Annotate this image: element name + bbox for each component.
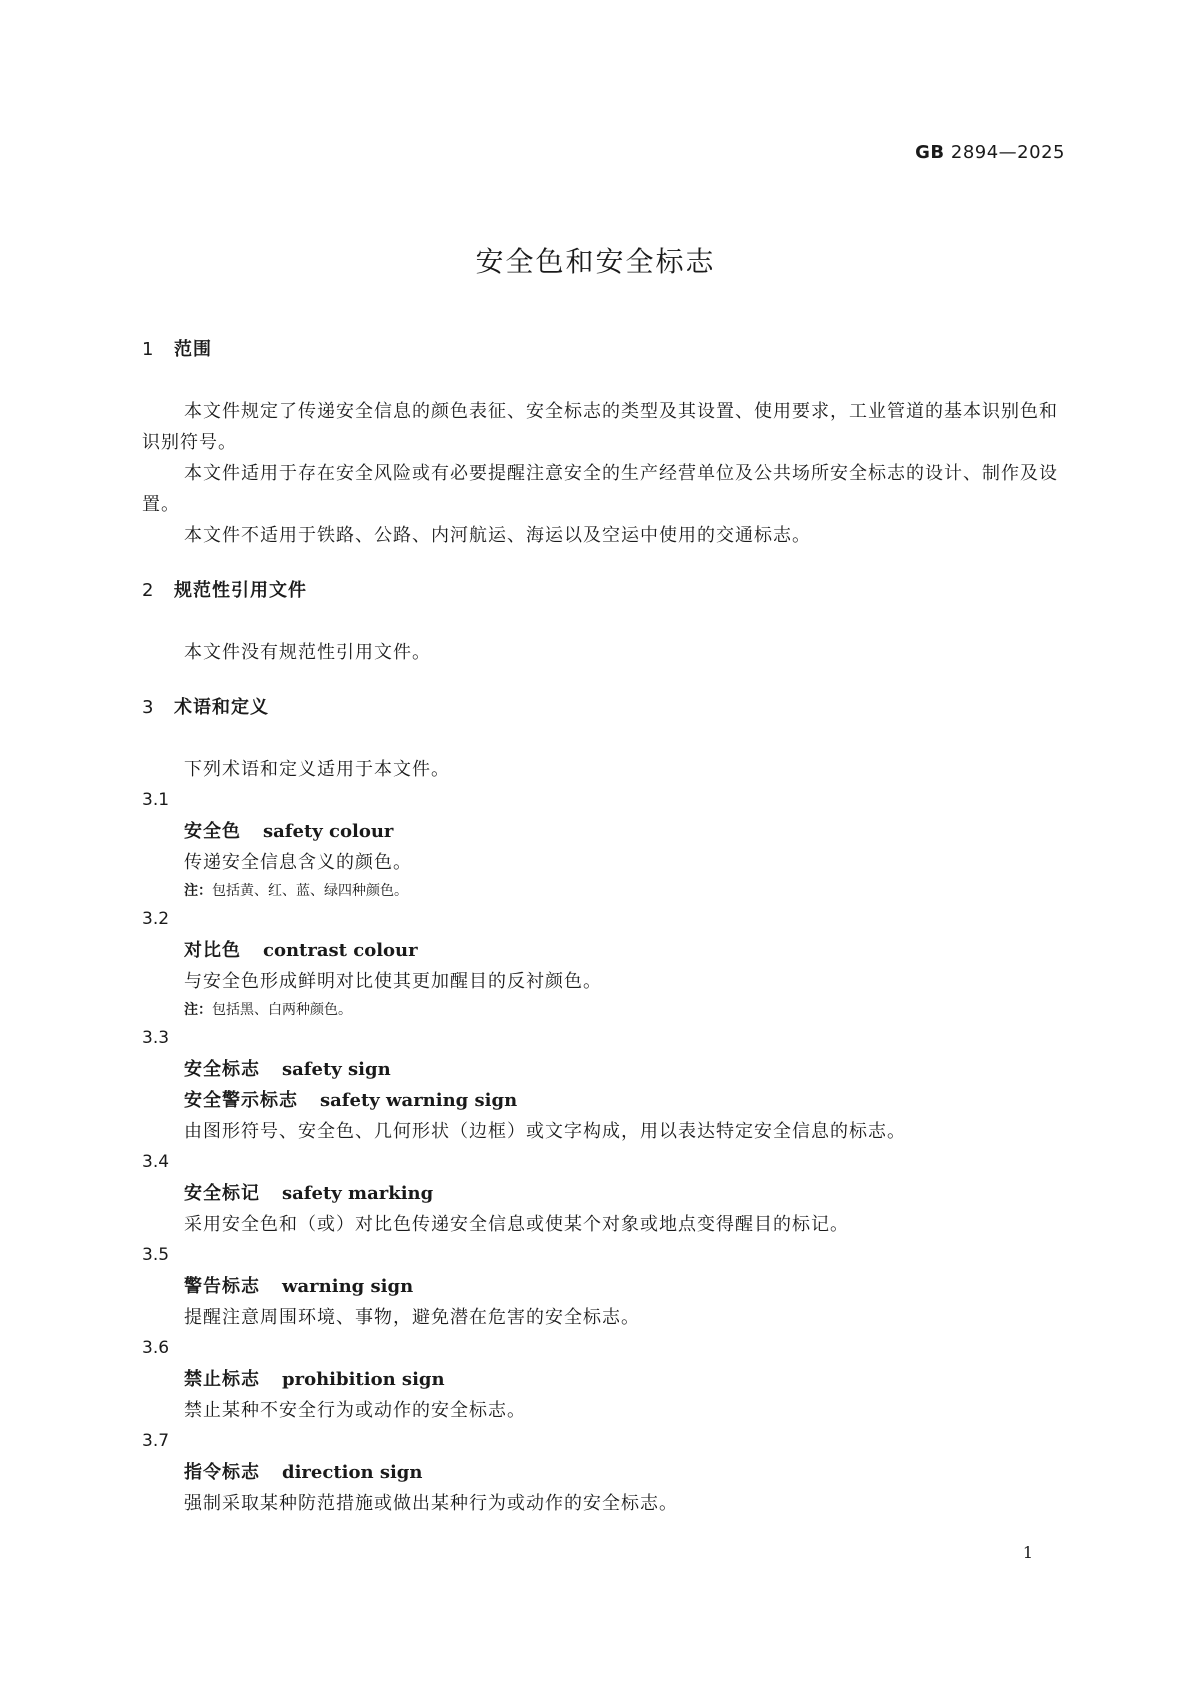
section-number: 2 (142, 580, 155, 601)
standard-prefix: GB (915, 142, 945, 163)
clause-number-3-1: 3.1 (142, 790, 170, 810)
term-definition: 采用安全色和（或）对比色传递安全信息或使某个对象或地点变得醒目的标记。 (184, 1214, 849, 1235)
term-entry (142, 935, 1070, 966)
note-label: 注： (184, 1002, 212, 1018)
term-entry-alternative (142, 1085, 1070, 1116)
standard-number (915, 142, 1065, 163)
section-title: 规范性引用文件 (174, 580, 307, 601)
note-label: 注： (184, 883, 212, 899)
term-en: safety sign (282, 1059, 391, 1080)
section-2-heading (142, 577, 1070, 605)
term-en: safety warning sign (320, 1090, 518, 1111)
term-zh: 安全警示标志 (184, 1090, 298, 1111)
term-definition: 传递安全信息含义的颜色。 (184, 852, 412, 873)
section-title: 术语和定义 (174, 697, 269, 718)
normative-references-paragraph: 本文件没有规范性引用文件。 (184, 642, 431, 663)
clause-number-3-6: 3.6 (142, 1338, 170, 1358)
term-zh: 安全色 (184, 821, 241, 842)
clause-number-3-7: 3.7 (142, 1431, 170, 1451)
term-definition: 强制采取某种防范措施或做出某种行为或动作的安全标志。 (184, 1493, 678, 1514)
term-entry (142, 1364, 1070, 1395)
term-definition: 由图形符号、安全色、几何形状（边框）或文字构成，用以表达特定安全信息的标志。 (184, 1121, 906, 1142)
term-zh: 安全标志 (184, 1059, 260, 1080)
term-entry (142, 1271, 1070, 1302)
term-note (142, 878, 1070, 904)
note-text: 包括黄、红、蓝、绿四种颜色。 (212, 883, 408, 899)
term-en: safety colour (263, 821, 394, 842)
term-zh: 安全标记 (184, 1183, 260, 1204)
term-entry (142, 1054, 1070, 1085)
section-number: 3 (142, 697, 155, 718)
page-number: 1 (1022, 1543, 1033, 1562)
section-1-heading (142, 336, 1070, 364)
section-3-heading (142, 694, 1070, 722)
term-zh: 对比色 (184, 940, 241, 961)
term-definition: 与安全色形成鲜明对比使其更加醒目的反衬颜色。 (184, 971, 602, 992)
clause-number-3-5: 3.5 (142, 1245, 170, 1265)
document-title: 安全色和安全标志 (475, 245, 716, 278)
scope-paragraph-3: 本文件不适用于铁路、公路、内河航运、海运以及空运中使用的交通标志。 (184, 525, 811, 546)
term-definition: 提醒注意周围环境、事物，避免潜在危害的安全标志。 (184, 1307, 640, 1328)
clause-number-3-3: 3.3 (142, 1028, 170, 1048)
section-title: 范围 (174, 339, 212, 360)
scope-paragraph-1: 本文件规定了传递安全信息的颜色表征、安全标志的类型及其设置、使用要求，工业管道的基本识别色和识别符号。 (142, 401, 1058, 453)
term-entry (142, 1178, 1070, 1209)
term-zh: 警告标志 (184, 1276, 260, 1297)
term-zh: 禁止标志 (184, 1369, 260, 1390)
standard-code: 2894—2025 (950, 142, 1065, 163)
note-text: 包括黑、白两种颜色。 (212, 1002, 352, 1018)
section-number: 1 (142, 339, 155, 360)
scope-paragraph-2: 本文件适用于存在安全风险或有必要提醒注意安全的生产经营单位及公共场所安全标志的设计、制作及设置。 (142, 463, 1058, 515)
term-entry (142, 1457, 1070, 1488)
document-body (142, 336, 1070, 1519)
clause-number-3-2: 3.2 (142, 909, 170, 929)
term-en: direction sign (282, 1462, 423, 1483)
term-note (142, 997, 1070, 1023)
clause-number-3-4: 3.4 (142, 1152, 170, 1172)
terms-intro-paragraph: 下列术语和定义适用于本文件。 (184, 759, 450, 780)
term-definition: 禁止某种不安全行为或动作的安全标志。 (184, 1400, 526, 1421)
term-entry (142, 816, 1070, 847)
term-en: contrast colour (263, 940, 418, 961)
term-en: safety marking (282, 1183, 434, 1204)
term-en: prohibition sign (282, 1369, 445, 1390)
term-zh: 指令标志 (184, 1462, 260, 1483)
term-en: warning sign (282, 1276, 414, 1297)
